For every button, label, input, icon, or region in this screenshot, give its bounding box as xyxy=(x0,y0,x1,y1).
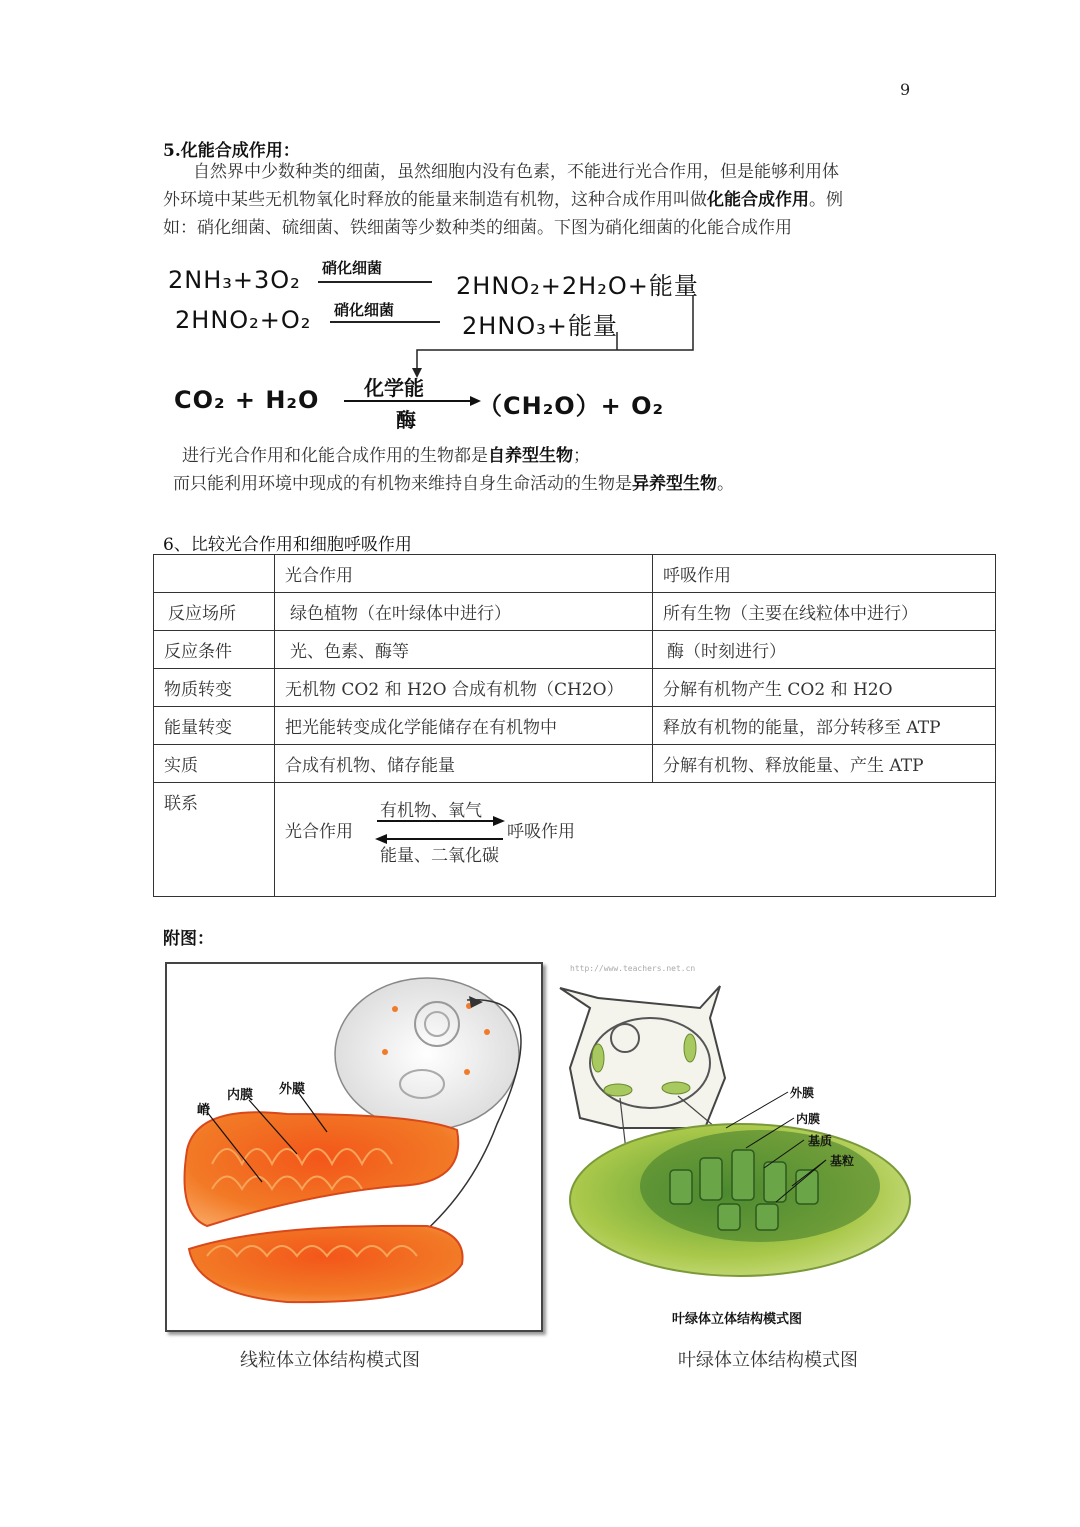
table-header-cell: 光合作用 xyxy=(275,555,653,593)
table-row xyxy=(154,593,996,631)
relation-top-label: 有机物、氧气 xyxy=(380,801,482,821)
table-cell: 绿色植物（在叶绿体中进行） xyxy=(275,593,653,631)
comparison-table xyxy=(153,554,996,897)
relation-diagram-cell xyxy=(275,783,996,897)
equation2-right: 2HNO₃+能量 xyxy=(462,312,618,340)
table-cell: 合成有机物、储存能量 xyxy=(275,745,653,783)
chloroplast-illustration xyxy=(550,978,920,1288)
table-cell: 光、色素、酶等 xyxy=(275,631,653,669)
table-row xyxy=(154,631,996,669)
table-row xyxy=(154,669,996,707)
table-header-cell: 呼吸作用 xyxy=(653,555,996,593)
section5-title: 5.化能合成作用： xyxy=(163,141,300,161)
autotroph-term: 自养型生物 xyxy=(488,446,573,466)
appendix-title: 附图： xyxy=(163,929,214,949)
table-header-cell xyxy=(154,555,275,593)
table-cell: 反应条件 xyxy=(154,631,275,669)
relation-diagram xyxy=(285,789,985,889)
table-header-row xyxy=(154,555,996,593)
table-cell: 实质 xyxy=(154,745,275,783)
equation2-arrow-label: 硝化细菌 xyxy=(334,301,395,319)
mitochondrion-caption: 线粒体立体结构模式图 xyxy=(240,1350,420,1371)
mito-label-outer: 外膜 xyxy=(279,1082,306,1097)
relation-left-label: 光合作用 xyxy=(285,822,353,842)
mito-label-inner: 内膜 xyxy=(227,1088,254,1103)
relation-right-label: 呼吸作用 xyxy=(507,822,575,842)
page-number: 9 xyxy=(900,80,911,99)
chemosynthesis-term: 化能合成作用 xyxy=(707,190,809,210)
table-row xyxy=(154,745,996,783)
mitochondrion-illustration xyxy=(167,964,541,1330)
table-cell: 反应场所 xyxy=(154,593,275,631)
section6-title: 6、比较光合作用和细胞呼吸作用 xyxy=(163,535,412,555)
section5-para-line2: 外环境中某些无机物氧化时释放的能量来制造有机物，这种合成作用叫做化能合成作用。例 xyxy=(163,190,843,210)
chloro-label-outer: 外膜 xyxy=(790,1086,815,1100)
equation3-left: CO₂ + H₂O xyxy=(174,386,320,414)
table-cell: 释放有机物的能量，部分转移至 ATP xyxy=(653,707,996,745)
heterotroph-term: 异养型生物 xyxy=(632,474,717,494)
chloro-label-grana: 基粒 xyxy=(830,1154,855,1168)
chloro-label-inner: 内膜 xyxy=(796,1112,821,1126)
section5-para-line1: 自然界中少数种类的细菌，虽然细胞内没有色素，不能进行光合作用，但是能够利用体 xyxy=(193,162,839,182)
table-cell: 联系 xyxy=(154,783,275,897)
mitochondrion-figure xyxy=(165,962,543,1332)
equation3-right: （CH₂O）+ O₂ xyxy=(478,392,664,420)
energy-connector-lines xyxy=(400,290,700,380)
equation1-arrow-label: 硝化细菌 xyxy=(322,259,383,277)
chloro-label-stroma: 基质 xyxy=(808,1134,833,1148)
autotroph-line: 进行光合作用和化能合成作用的生物都是自养型生物； xyxy=(182,446,590,466)
equation3-arrow-top: 化学能 xyxy=(364,376,424,400)
table-cell: 能量转变 xyxy=(154,707,275,745)
table-cell: 酶（时刻进行） xyxy=(653,631,996,669)
chloroplast-watermark: http://www.teachers.net.cn xyxy=(570,964,696,973)
mito-label-crista: 嵴 xyxy=(197,1103,211,1118)
chloroplast-caption: 叶绿体立体结构模式图 xyxy=(678,1350,858,1371)
heterotroph-line: 而只能利用环境中现成的有机物来维持自身生命活动的生物是异养型生物。 xyxy=(173,474,734,494)
table-cell: 把光能转变成化学能储存在有机物中 xyxy=(275,707,653,745)
table-cell: 物质转变 xyxy=(154,669,275,707)
equation1-right: 2HNO₂+2H₂O+能量 xyxy=(456,272,699,300)
equation3-arrow-bottom: 酶 xyxy=(396,408,416,432)
equation1-arrow-line xyxy=(318,281,432,283)
table-row xyxy=(154,707,996,745)
chloroplast-inner-caption: 叶绿体立体结构模式图 xyxy=(672,1312,803,1327)
table-cell: 分解有机物、释放能量、产生 ATP xyxy=(653,745,996,783)
relation-bottom-label: 能量、二氧化碳 xyxy=(380,846,499,866)
table-cell: 无机物 CO2 和 H2O 合成有机物（CH2O） xyxy=(275,669,653,707)
equation2-left: 2HNO₂+O₂ xyxy=(175,306,312,334)
table-cell: 所有生物（主要在线粒体中进行） xyxy=(653,593,996,631)
equation1-left: 2NH₃+3O₂ xyxy=(168,266,301,294)
table-row-relation xyxy=(154,783,996,897)
section5-para-line3: 如：硝化细菌、硫细菌、铁细菌等少数种类的细菌。下图为硝化细菌的化能合成作用 xyxy=(163,218,792,238)
table-cell: 分解有机物产生 CO2 和 H2O xyxy=(653,669,996,707)
